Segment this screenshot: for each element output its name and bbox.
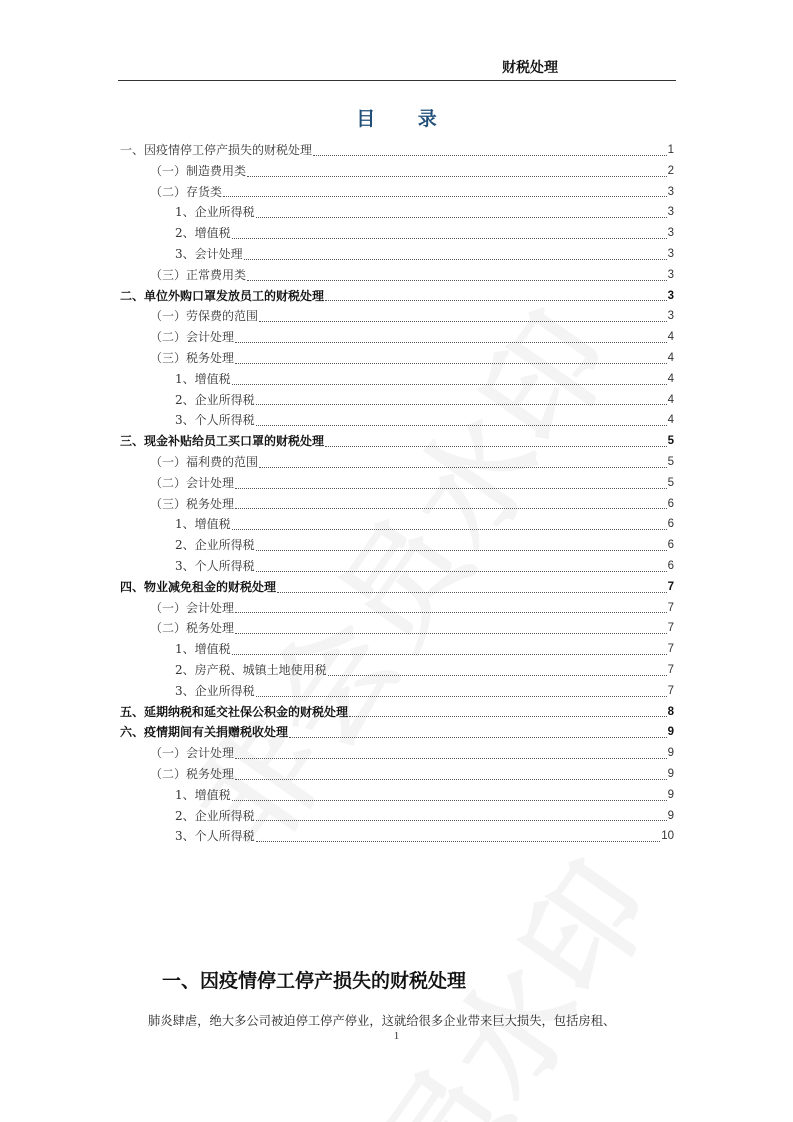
toc-leader-dots: [235, 507, 667, 509]
toc-entry-page: 4: [667, 331, 674, 344]
toc-entry[interactable]: [120, 639, 674, 660]
toc-leader-dots: [289, 736, 667, 738]
toc-entry-text: （一）会计处理: [150, 746, 235, 761]
toc-entry-text: （二）会计处理: [150, 475, 235, 490]
toc-entry[interactable]: [120, 660, 674, 681]
toc-entry-text: （三）税务处理: [150, 350, 235, 365]
toc-entry-text: 2、企业所得税: [175, 808, 255, 823]
body-paragraph: 肺炎肆虐，绝大多公司被迫停工停产停业，这就给很多企业带来巨大损失，包括房租、: [148, 1014, 616, 1028]
toc-entry-page: 4: [667, 351, 674, 364]
toc-entry-page: 9: [667, 809, 674, 822]
toc-leader-dots: [256, 819, 667, 821]
toc-entry-text: 1、增值税: [175, 787, 231, 802]
toc-leader-dots: [313, 154, 667, 156]
toc-entry-text: 3、会计处理: [175, 246, 243, 261]
toc-leader-dots: [247, 279, 667, 281]
toc-entry-text: 3、个人所得税: [175, 413, 255, 428]
toc-leader-dots: [256, 403, 667, 405]
toc-entry-text: 3、个人所得税: [175, 558, 255, 573]
toc-entry-page: 4: [667, 414, 674, 427]
toc-entry-page: 9: [667, 767, 674, 780]
toc-entry-page: 3: [667, 289, 674, 302]
toc-entry[interactable]: [120, 826, 674, 847]
toc-entry[interactable]: [120, 369, 674, 390]
toc-entry[interactable]: [120, 494, 674, 515]
toc-entry-page: 7: [667, 601, 674, 614]
toc-entry[interactable]: [120, 286, 674, 307]
toc-entry-text: 3、个人所得税: [175, 829, 255, 844]
toc-entry[interactable]: [120, 140, 674, 161]
toc-entry[interactable]: [120, 306, 674, 327]
toc-entry[interactable]: [120, 202, 674, 223]
toc-entry[interactable]: [120, 244, 674, 265]
toc-entry-text: （一）制造费用类: [150, 163, 247, 178]
toc-entry[interactable]: [120, 514, 674, 535]
toc-entry-page: 9: [667, 726, 674, 739]
toc-leader-dots: [256, 216, 667, 218]
toc-leader-dots: [325, 299, 667, 301]
toc-leader-dots: [259, 320, 667, 322]
toc-entry-page: 7: [667, 684, 674, 697]
toc-leader-dots: [223, 195, 667, 197]
toc-entry-page: 6: [667, 497, 674, 510]
toc-entry[interactable]: [120, 743, 674, 764]
toc-leader-dots: [235, 632, 667, 634]
toc-entry-text: （一）劳保费的范围: [150, 309, 259, 324]
toc-entry-text: 二、单位外购口罩发放员工的财税处理: [120, 288, 325, 303]
toc-leader-dots: [235, 487, 667, 489]
toc-entry-page: 6: [667, 539, 674, 552]
page-number: 1: [393, 1030, 400, 1042]
toc-entry-text: 1、增值税: [175, 517, 231, 532]
toc-entry-text: 四、物业减免租金的财税处理: [120, 579, 277, 594]
toc-entry-text: 一、因疫情停工停产损失的财税处理: [120, 143, 313, 157]
toc-entry[interactable]: [120, 785, 674, 806]
toc-leader-dots: [235, 757, 667, 759]
toc-entry-text: 三、现金补贴给员工买口罩的财税处理: [120, 434, 325, 449]
toc-entry-text: （三）税务处理: [150, 496, 235, 511]
section-heading: 一、因疫情停工停产损失的财税处理: [162, 970, 467, 992]
toc-entry[interactable]: [120, 681, 674, 702]
toc-entry[interactable]: [120, 577, 674, 598]
toc-entry-page: 7: [667, 580, 674, 593]
toc-entry-text: （二）存货类: [150, 184, 223, 199]
toc-entry[interactable]: [120, 223, 674, 244]
toc-entry[interactable]: [120, 410, 674, 431]
toc-entry-page: 10: [661, 830, 674, 843]
toc-entry-text: 六、疫情期间有关捐赠税收处理: [120, 725, 289, 740]
toc-entry-text: 2、房产税、城镇土地使用税: [175, 662, 327, 677]
page-header: [118, 56, 676, 81]
toc-entry-page: 5: [667, 476, 674, 489]
toc-entry-page: 5: [667, 435, 674, 448]
toc-entry-text: （二）会计处理: [150, 330, 235, 345]
toc-entry-text: 2、企业所得税: [175, 538, 255, 553]
toc-entry-page: 4: [667, 393, 674, 406]
toc-entry[interactable]: [120, 702, 674, 723]
toc-entry-page: 9: [667, 788, 674, 801]
toc-entry-text: 1、企业所得税: [175, 205, 255, 220]
toc-leader-dots: [247, 175, 667, 177]
toc-leader-dots: [244, 258, 667, 260]
toc-leader-dots: [349, 715, 667, 717]
toc-entry[interactable]: [120, 327, 674, 348]
toc-entry-page: 6: [667, 518, 674, 531]
toc-leader-dots: [232, 653, 667, 655]
toc-entry-text: 2、增值税: [175, 226, 231, 241]
toc-entry-page: 3: [667, 310, 674, 323]
toc-entry[interactable]: [120, 473, 674, 494]
toc-entry-page: 7: [667, 622, 674, 635]
toc-entry-text: （一）会计处理: [150, 600, 235, 615]
toc-leader-dots: [256, 840, 661, 842]
toc-leader-dots: [325, 445, 667, 447]
toc-leader-dots: [256, 570, 667, 572]
toc-leader-dots: [232, 799, 667, 801]
toc-entry-page: 2: [667, 164, 674, 177]
toc-entry[interactable]: [120, 452, 674, 473]
toc-entry[interactable]: [120, 348, 674, 369]
toc-entry[interactable]: [120, 806, 674, 827]
toc-leader-dots: [259, 466, 667, 468]
toc-entry[interactable]: [120, 161, 674, 182]
toc-entry-text: 1、增值税: [175, 371, 231, 386]
toc-leader-dots: [256, 695, 667, 697]
table-of-contents: [120, 140, 674, 847]
toc-leader-dots: [235, 341, 667, 343]
toc-entry-text: （三）正常费用类: [150, 267, 247, 282]
toc-entry[interactable]: [120, 598, 674, 619]
toc-entry-page: 5: [667, 455, 674, 468]
toc-leader-dots: [277, 591, 667, 593]
toc-entry-page: 3: [667, 185, 674, 198]
toc-entry[interactable]: [120, 764, 674, 785]
toc-title: 目 录: [356, 108, 455, 130]
toc-entry-page: 9: [667, 747, 674, 760]
toc-entry[interactable]: [120, 535, 674, 556]
toc-entry[interactable]: [120, 556, 674, 577]
toc-entry-page: 8: [667, 705, 674, 718]
toc-leader-dots: [232, 383, 667, 385]
toc-entry[interactable]: [120, 390, 674, 411]
toc-leader-dots: [232, 528, 667, 530]
toc-entry-page: 6: [667, 559, 674, 572]
toc-leader-dots: [235, 778, 667, 780]
toc-entry-text: 3、企业所得税: [175, 683, 255, 698]
toc-entry-text: （二）税务处理: [150, 621, 235, 636]
toc-entry[interactable]: [120, 265, 674, 286]
toc-entry-text: 1、增值税: [175, 642, 231, 657]
toc-entry[interactable]: [120, 182, 674, 203]
toc-leader-dots: [256, 424, 667, 426]
header-title: 财税处理: [502, 60, 558, 76]
toc-entry-text: （一）福利费的范围: [150, 454, 259, 469]
toc-entry-page: 3: [667, 206, 674, 219]
toc-entry-page: 3: [667, 247, 674, 260]
toc-entry-text: 五、延期纳税和延交社保公积金的财税处理: [120, 704, 349, 719]
toc-entry-text: （二）税务处理: [150, 766, 235, 781]
toc-entry-page: 4: [667, 372, 674, 385]
toc-entry-page: 7: [667, 663, 674, 676]
toc-leader-dots: [235, 611, 667, 613]
toc-entry-page: 3: [667, 227, 674, 240]
toc-entry-text: 2、企业所得税: [175, 392, 255, 407]
toc-entry[interactable]: [120, 618, 674, 639]
toc-entry-page: 7: [667, 643, 674, 656]
toc-entry-page: 1: [667, 144, 674, 156]
toc-leader-dots: [328, 674, 667, 676]
toc-entry-page: 3: [667, 268, 674, 281]
toc-entry[interactable]: [120, 722, 674, 743]
toc-leader-dots: [235, 362, 667, 364]
toc-leader-dots: [256, 549, 667, 551]
toc-leader-dots: [232, 237, 667, 239]
toc-entry[interactable]: [120, 431, 674, 452]
